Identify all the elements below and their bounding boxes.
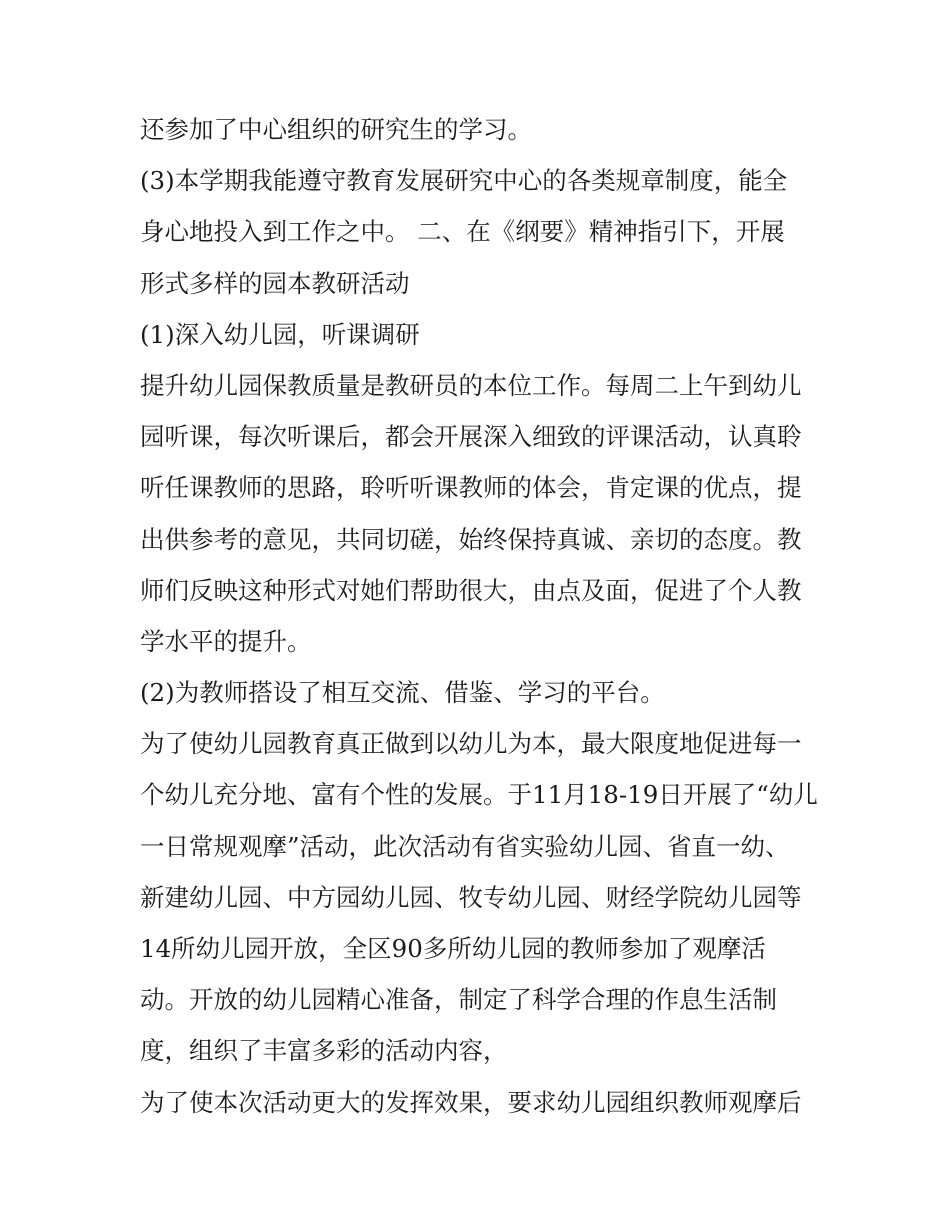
text-line: 个幼儿充分地、富有个性的发展。于11月18-19日开展了“幼儿 bbox=[140, 780, 818, 810]
text-line: 师们反映这种形式对她们帮助很大，由点及面，促进了个人教 bbox=[140, 575, 802, 605]
text-line: 园听课，每次听课后，都会开展深入细致的评课活动，认真聆 bbox=[140, 422, 802, 452]
text-line: 度，组织了丰富多彩的活动内容， bbox=[140, 1036, 508, 1066]
text-line: 出供参考的意见，共同切磋，始终保持真诚、亲切的态度。教 bbox=[140, 524, 802, 554]
text-line: 形式多样的园本教研活动 bbox=[140, 268, 410, 298]
text-line: 听任课教师的思路，聆听听课教师的体会，肯定课的优点，提 bbox=[140, 473, 802, 503]
text-line: 为了使幼儿园教育真正做到以幼儿为本，最大限度地促进每一 bbox=[140, 729, 802, 759]
text-line: 学水平的提升。 bbox=[140, 626, 312, 656]
text-line: 一日常规观摩”活动，此次活动有省实验幼儿园、省直一幼、 bbox=[140, 831, 790, 861]
text-line: 为了使本次活动更大的发挥效果，要求幼儿园组织教师观摩后 bbox=[140, 1087, 802, 1117]
text-line: 还参加了中心组织的研究生的学习。 bbox=[140, 115, 532, 144]
text-line: 身心地投入到工作之中。 二、在《纲要》精神指引下，开展 bbox=[140, 217, 785, 247]
text-line: (1)深入幼儿园，听课调研 bbox=[140, 319, 420, 349]
text-line: 提升幼儿园保教质量是教研员的本位工作。每周二上午到幼儿 bbox=[140, 370, 802, 400]
text-line: 新建幼儿园、中方园幼儿园、牧专幼儿园、财经学院幼儿园等 bbox=[140, 882, 802, 912]
text-line: (2)为教师搭设了相互交流、借鉴、学习的平台。 bbox=[140, 678, 665, 708]
text-line: (3)本学期我能遵守教育发展研究中心的各类规章制度，能全 bbox=[140, 166, 788, 196]
body-text bbox=[140, 104, 830, 1128]
text-line: 动。开放的幼儿园精心准备，制定了科学合理的作息生活制 bbox=[140, 985, 777, 1015]
text-line: 14所幼儿园开放，全区90多所幼儿园的教师参加了观摩活 bbox=[140, 934, 766, 963]
